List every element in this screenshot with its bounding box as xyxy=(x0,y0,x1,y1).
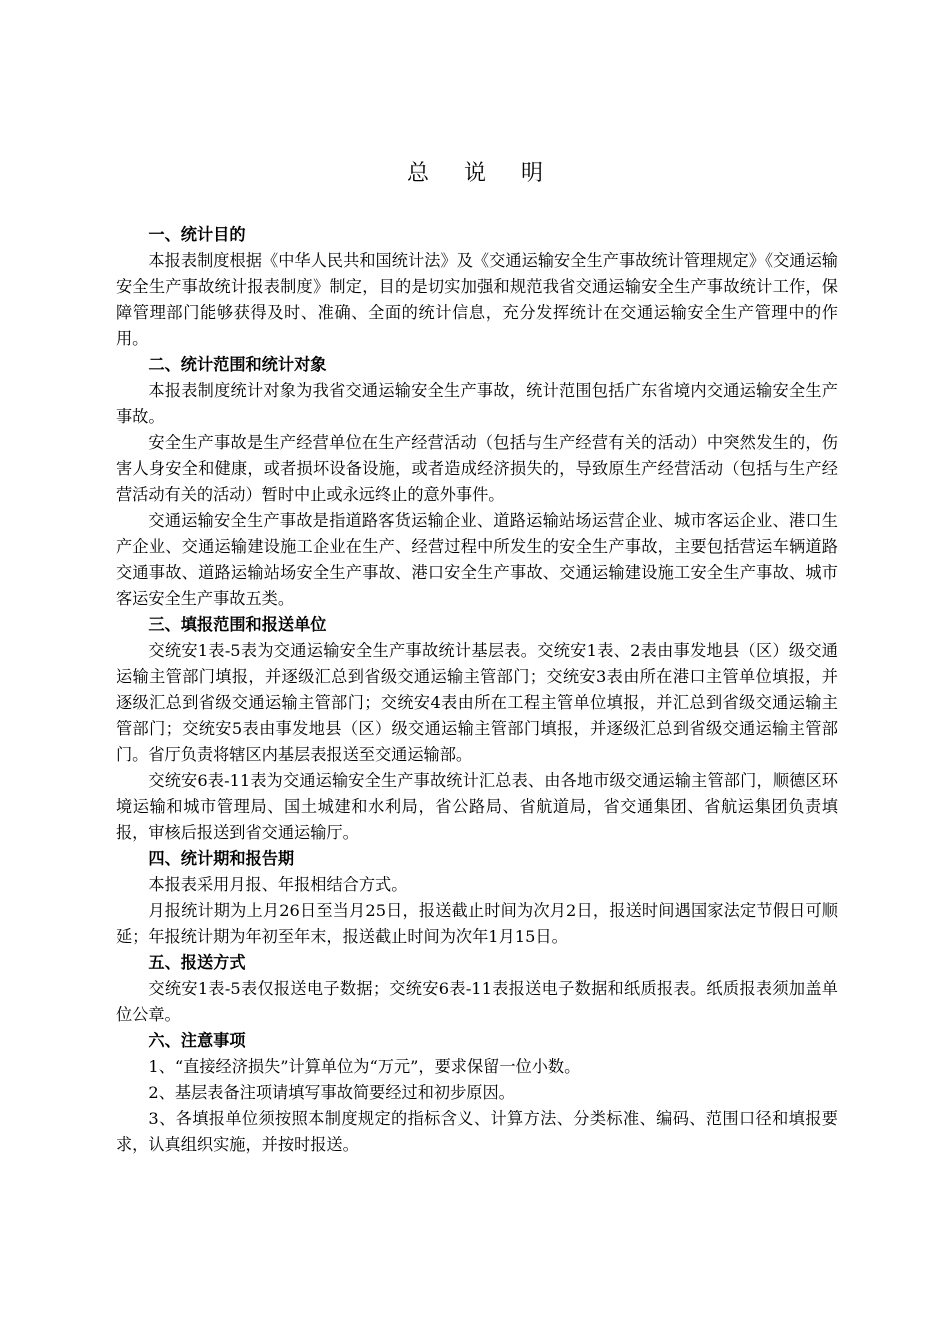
paragraph: 2、基层表备注项请填写事故简要经过和初步原因。 xyxy=(148,1083,515,1102)
document-title: 总 说 明 xyxy=(407,161,557,186)
paragraph: 本报表采用月报、年报相结合方式。 xyxy=(148,875,408,894)
paragraph: 1、“直接经济损失”计算单位为“万元”，要求保留一位小数。 xyxy=(148,1057,581,1076)
paragraph: 交统安1表-5表仅报送电子数据；交统安6表-11表报送电子数据和纸质报表。纸质报表须加盖单位公章。 xyxy=(116,979,838,1024)
paragraph: 3、各填报单位须按照本制度规定的指标含义、计算方法、分类标准、编码、范围口径和填报要求，认真组织实施，并按时报送。 xyxy=(116,1109,838,1154)
paragraph: 交通运输安全生产事故是指道路客货运输企业、道路运输站场运营企业、城市客运企业、港口生产企业、交通运输建设施工企业在生产、经营过程中所发生的安全生产事故，主要包括营运车辆道路交通事故、道路运输站场安全生产事故、港口安全生产事故、交通运输建设施工安全生产事故、城市客运安全生产事故五类。 xyxy=(116,511,838,608)
paragraph: 本报表制度根据《中华人民共和国统计法》及《交通运输安全生产事故统计管理规定》《交通运输安全生产事故统计报表制度》制定，目的是切实加强和规范我省交通运输安全生产事故统计工作，保障管理部门能够获得及时、准确、全面的统计信息，充分发挥统计在交通运输安全生产管理中的作用。 xyxy=(116,251,838,348)
paragraph: 交统安1表-5表为交通运输安全生产事故统计基层表。交统安1表、2表由事发地县（区）级交通运输主管部门填报，并逐级汇总到省级交通运输主管部门；交统安3表由所在港口主管单位填报，并逐级汇总到省级交通运输主管部门；交统安4表由所在工程主管单位填报，并汇总到省级交通运输主管部门；交统安5表由事发地县（区）级交通运输主管部门填报，并逐级汇总到省级交通运输主管部门。省厅负责将辖区内基层表报送至交通运输部。 xyxy=(116,641,838,764)
section-heading-purpose: 一、统计目的 xyxy=(148,225,246,244)
section-heading-method: 五、报送方式 xyxy=(148,953,246,972)
section-heading-notes: 六、注意事项 xyxy=(148,1031,246,1050)
section-heading-scope: 二、统计范围和统计对象 xyxy=(148,355,327,374)
paragraph: 月报统计期为上月26日至当月25日，报送截止时间为次月2日，报送时间遇国家法定节假日可顺延；年报统计期为年初至年末，报送截止时间为次年1月15日。 xyxy=(116,901,838,946)
section-heading-reporting-units: 三、填报范围和报送单位 xyxy=(148,615,327,634)
paragraph: 本报表制度统计对象为我省交通运输安全生产事故，统计范围包括广东省境内交通运输安全生产事故。 xyxy=(116,381,838,426)
document-body xyxy=(116,222,838,1158)
section-heading-period: 四、统计期和报告期 xyxy=(148,849,295,868)
paragraph: 安全生产事故是生产经营单位在生产经营活动（包括与生产经营有关的活动）中突然发生的，伤害人身安全和健康，或者损坏设备设施，或者造成经济损失的，导致原生产经营活动（包括与生产经营活动有关的活动）暂时中止或永远终止的意外事件。 xyxy=(116,433,838,504)
paragraph: 交统安6表-11表为交通运输安全生产事故统计汇总表、由各地市级交通运输主管部门，顺德区环境运输和城市管理局、国土城建和水利局，省公路局、省航道局，省交通集团、省航运集团负责填报，审核后报送到省交通运输厅。 xyxy=(116,771,838,842)
